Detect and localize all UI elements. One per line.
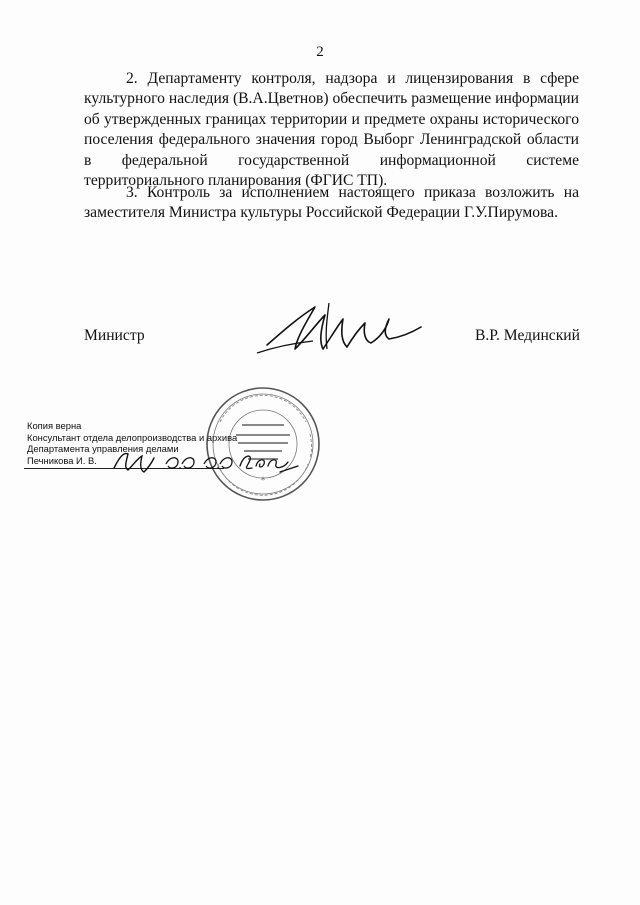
copy-line-4: Печникова И. В. xyxy=(27,454,97,466)
copy-line-1: Копия верна xyxy=(27,420,82,431)
signer-title: Министр xyxy=(84,327,145,344)
signer-name: В.Р. Мединский xyxy=(474,327,580,344)
paragraph-2 xyxy=(84,69,579,191)
page-number: 2 xyxy=(316,44,324,60)
handwritten-date-signature xyxy=(108,446,308,476)
handwritten-signature xyxy=(255,293,425,361)
paragraph-2-text: 2. Департаменту контроля, надзора и лицензирования в сфере культурного наследия (В.А.Цветнов) обеспечить размещение информации об утвержденных границах территории и предмете охраны исторического поселения федерального значения город Выборг Ленинградской области в федеральной государственной информационной системе территориального планирования (ФГИС ТП). xyxy=(84,70,579,190)
paragraph-3-text: 3. Контроль за исполнением настоящего приказа возложить на заместителя Министра культуры Российской Федерации Г.У.Пирумова. xyxy=(84,184,579,222)
copy-line-3: Департамента управления делами xyxy=(27,443,179,455)
copy-line-2: Консультант отдела делопроизводства и архива xyxy=(27,431,238,443)
svg-text:*: * xyxy=(260,476,266,486)
paragraph-3 xyxy=(84,183,579,224)
